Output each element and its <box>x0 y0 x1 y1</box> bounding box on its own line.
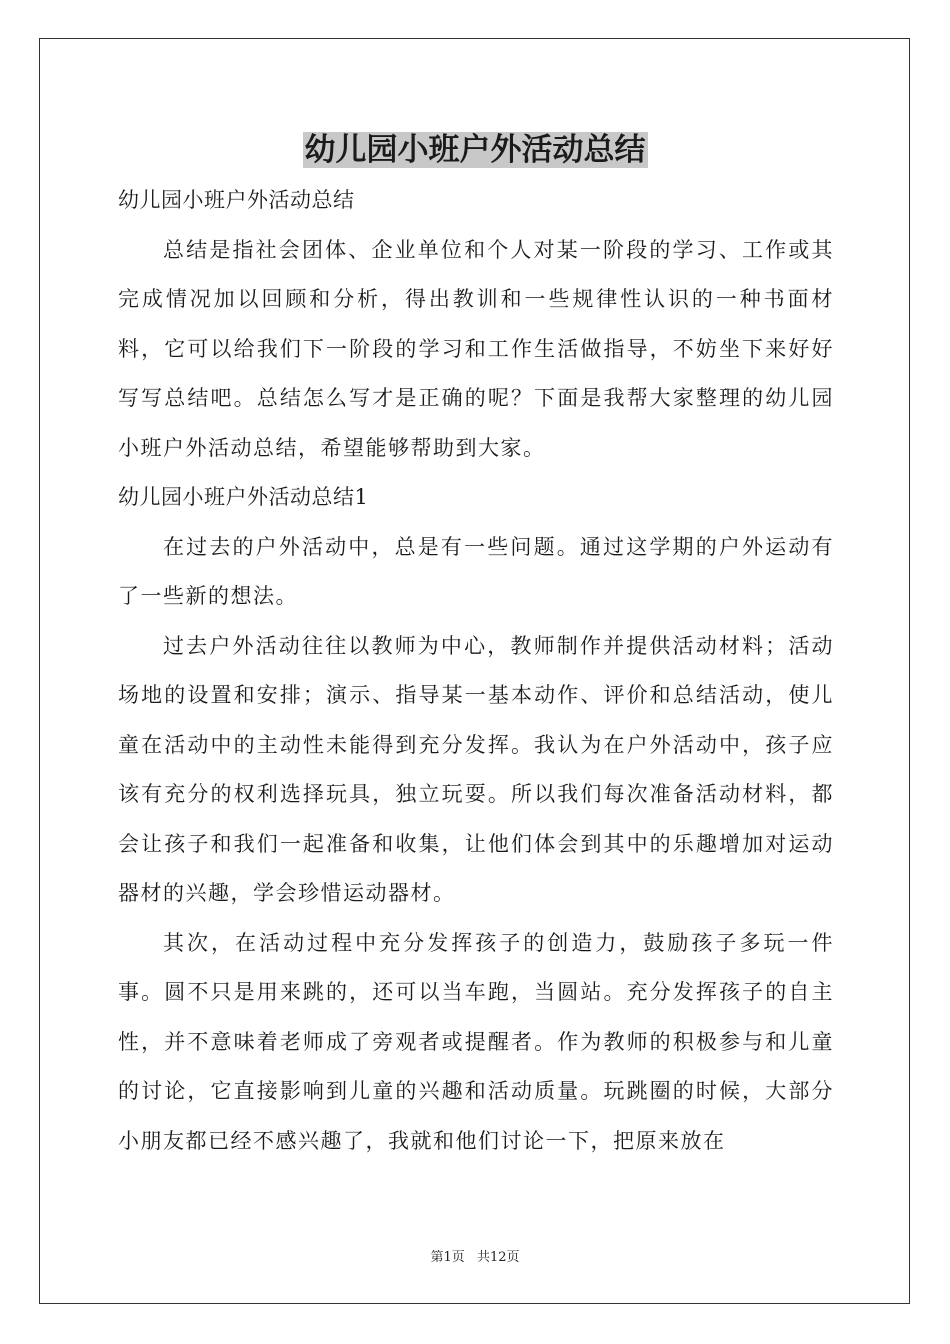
section-heading: 幼儿园小班户外活动总结1 <box>118 485 369 509</box>
body-paragraph: 过去户外活动往往以教师为中心，教师制作并提供活动材料；活动场地的设置和安排；演示、指导某一基本动作、评价和总结活动，使儿童在活动中的主动性未能得到充分发挥。我认为在户外活动中，孩子应该有充分的权利选择玩具，独立玩耍。所以我们每次准备活动材料，都会让孩子和我们一起准备和收集，让他们体会到其中的乐趣增加对运动器材的兴趣，学会珍惜运动器材。 <box>118 633 834 905</box>
body-paragraph: 其次，在活动过程中充分发挥孩子的创造力，鼓励孩子多玩一件事。圆不只是用来跳的，还可以当车跑，当圆站。充分发挥孩子的自主性，并不意味着老师成了旁观者或提醒者。作为教师的积极参与和儿童的讨论，它直接影响到儿童的兴趣和活动质量。玩跳圈的时候，大部分小朋友都已经不感兴趣了，我就和他们讨论一下，把原来放在 <box>118 930 834 1153</box>
body-paragraph: 在过去的户外活动中，总是有一些问题。通过这学期的户外运动有了一些新的想法。 <box>118 534 834 608</box>
document-body <box>118 176 834 1166</box>
page-number: 第1页 <box>430 1250 465 1265</box>
document-title <box>0 128 950 172</box>
document-title-text: 幼儿园小班户外活动总结 <box>304 132 646 168</box>
page-footer <box>0 1246 950 1265</box>
body-paragraph: 总结是指社会团体、企业单位和个人对某一阶段的学习、工作或其完成情况加以回顾和分析，得出教训和一些规律性认识的一种书面材料，它可以给我们下一阶段的学习和工作生活做指导，不妨坐下来好好写写总结吧。总结怎么写才是正确的呢？下面是我帮大家整理的幼儿园小班户外活动总结，希望能够帮助到大家。 <box>118 237 834 460</box>
page-total: 共12页 <box>476 1250 520 1265</box>
section-heading: 幼儿园小班户外活动总结 <box>118 188 355 212</box>
